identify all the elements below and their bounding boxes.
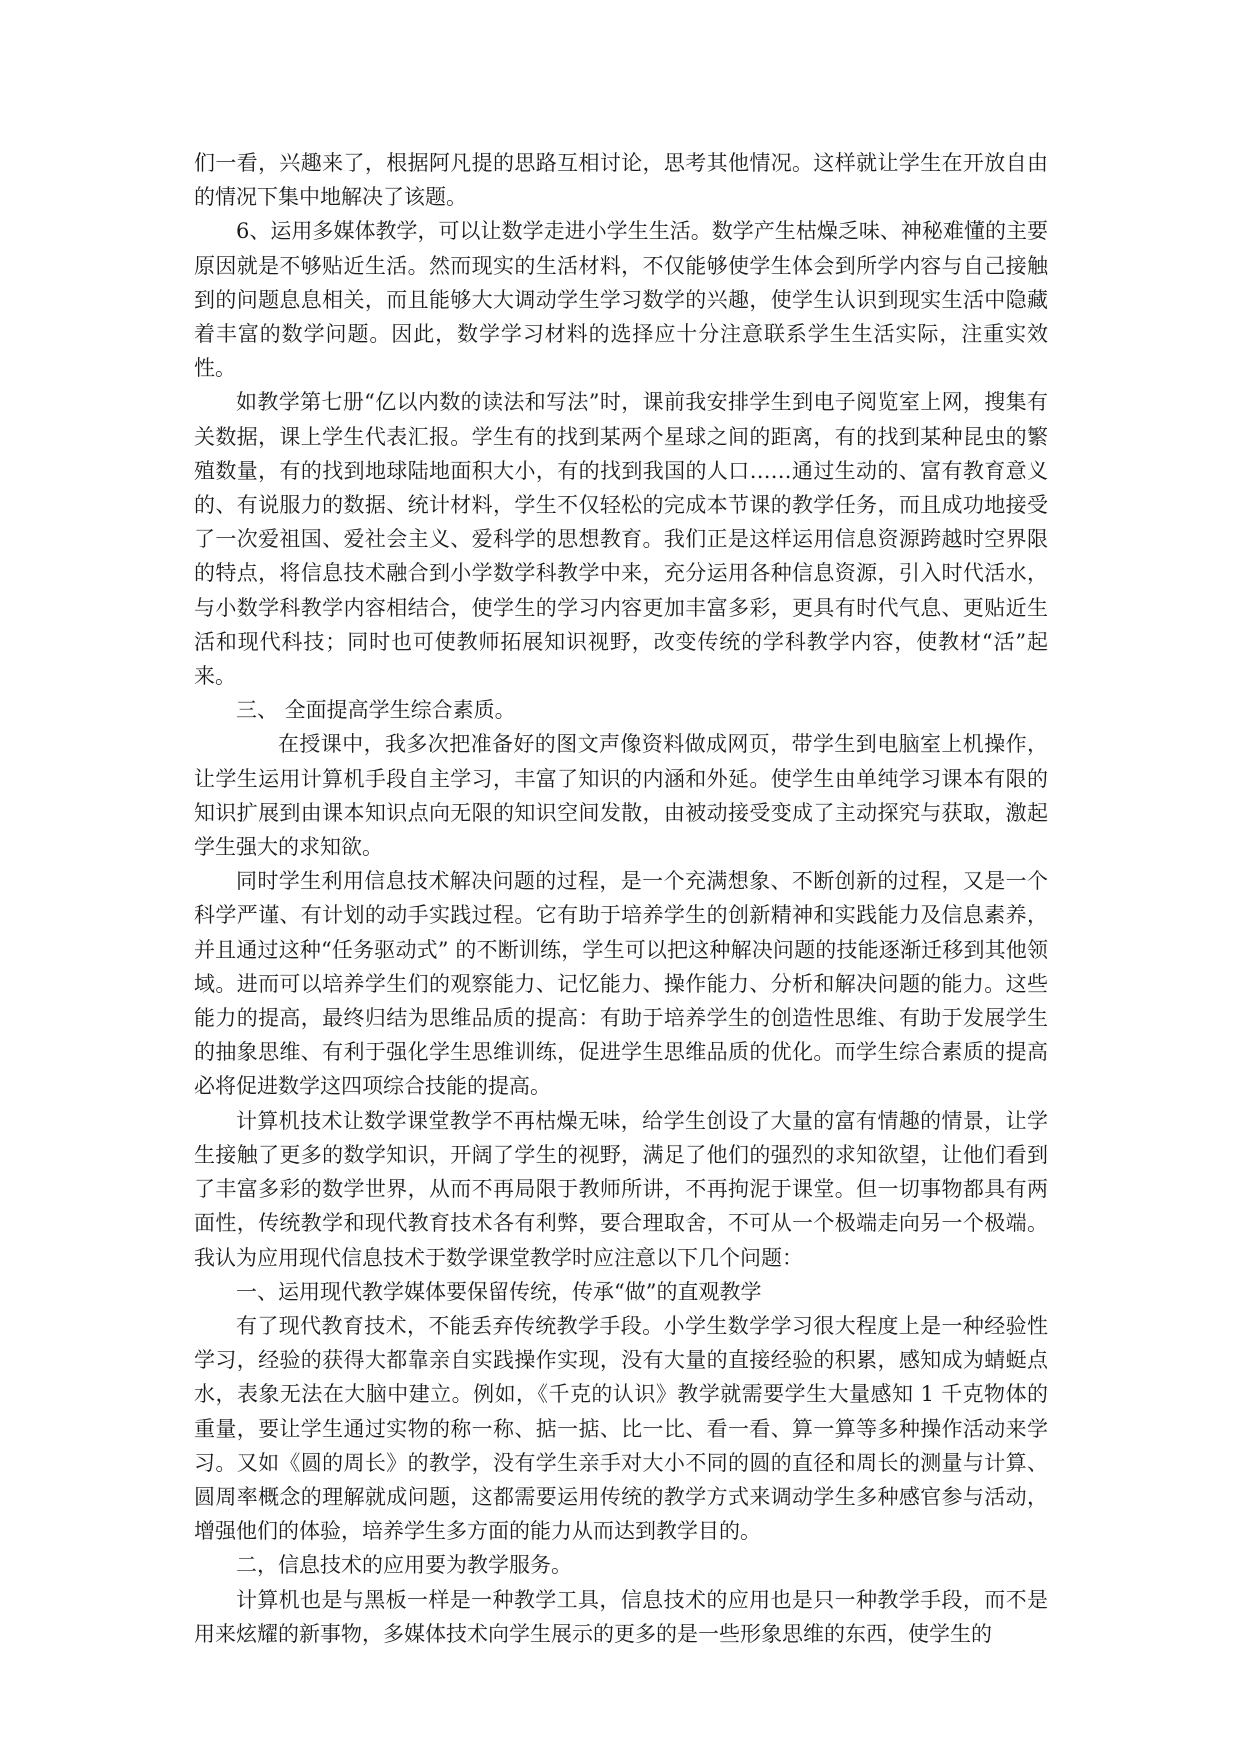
subheading-1: 一、运用现代教学媒体要保留传统，传承“做”的直观教学 (236, 1279, 762, 1304)
paragraph-continuation: 们一看，兴趣来了，根据阿凡提的思路互相讨论，思考其他情况。这样就让学生在开放自由的情况下集中地解决了该题。 (194, 151, 1048, 210)
paragraph-teaching-tool: 计算机也是与黑板一样是一种教学工具，信息技术的应用也是只一种教学手段，而不是用来炫耀的新事物，多媒体技术向学生展示的更多的是一些形象思维的东西，使学生的 (194, 1587, 1048, 1646)
paragraph-example-grade7: 如教学第七册“亿以内数的读法和写法”时，课前我安排学生到电子阅览室上网，搜集有关数据，课上学生代表汇报。学生有的找到某两个星球之间的距离，有的找到某种昆虫的繁殖数量，有的找到地球陆地面积大小，有的找到我国的人口……通过生动的、富有教育意义的、有说服力的数据、统计材料，学生不仅轻松的完成本节课的教学任务，而且成功地接受了一次爱祖国、爱社会主义、爱科学的思想教育。我们正是这样运用信息资源跨越时空界限的特点，将信息技术融合到小学数学科教学中来，充分运用各种信息资源，引入时代活水，与小数学科教学内容相结合，使学生的学习内容更加丰富多彩，更具有时代气息、更贴近生活和现代科技；同时也可使教师拓展知识视野，改变传统的学科教学内容，使教材“活”起来。 (194, 390, 1048, 689)
paragraph-teaching-web: 在授课中，我多次把准备好的图文声像资料做成网页，带学生到电脑室上机操作，让学生运用计算机手段自主学习，丰富了知识的内涵和外延。使学生由单纯学习课本有限的知识扩展到由课本知识点向无限的知识空间发散，由被动接受变成了主动探究与获取，激起学生强大的求知欲。 (194, 732, 1048, 860)
paragraph-computer-tech: 计算机技术让数学课堂教学不再枯燥无味，给学生创设了大量的富有情趣的情景，让学生接触了更多的数学知识，开阔了学生的视野，满足了他们的强烈的求知欲望，让他们看到了丰富多彩的数学世界，从而不再局限于教师所讲，不再拘泥于课堂。但一切事物都具有两面性，传统教学和现代教育技术各有利弊，要合理取舍，不可从一个极端走向另一个极端。我认为应用现代信息技术于数学课堂教学时应注意以下几个问题： (194, 1108, 1048, 1270)
subheading-2: 二，信息技术的应用要为教学服务。 (236, 1553, 572, 1578)
section-heading-3: 三、 全面提高学生综合素质。 (236, 698, 516, 723)
paragraph-problem-solving: 同时学生利用信息技术解决问题的过程，是一个充满想象、不断创新的过程，又是一个科学严谨、有计划的动手实践过程。它有助于培养学生的创新精神和实践能力及信息素养， 并且通过这种“任务驱动式” 的不断训练，学生可以把这种解决问题的技能逐渐迁移到其他领域。进而可以培养学生们的观察能力、记忆能力、操作能力、分析和解决问题的能力。这些能力的提高，最终归结为思维品质的提高：有助于培养学生的创造性思维、有助于发展学生的抽象思维、有利于强化学生思维训练，促进学生思维品质的优化。而学生综合素质的提高必将促进数学这四项综合技能的提高。 (194, 869, 1048, 1099)
paragraph-traditional-methods: 有了现代教育技术，不能丢弃传统教学手段。小学生数学学习很大程度上是一种经验性学习，经验的获得大都靠亲自实践操作实现，没有大量的直接经验的积累，感知成为蜻蜓点水，表象无法在大脑中建立。例如，《千克的认识》教学就需要学生大量感知 1 千克物体的重量，要让学生通过实物的称一称、掂一掂、比一比、看一看、算一算等多种操作活动来学习。又如《圆的周长》的教学，没有学生亲手对大小不同的圆的直径和周长的测量与计算、圆周率概念的理解就成问题，这都需要运用传统的教学方式来调动学生多种感官参与活动，增强他们的体验，培养学生多方面的能力从而达到教学目的。 (194, 1313, 1048, 1544)
paragraph-point-6: 6、运用多媒体教学，可以让数学走进小学生生活。数学产生枯燥乏味、神秘难懂的主要原因就是不够贴近生活。然而现实的生活材料，不仅能够使学生体会到所学内容与自己接触到的问题息息相关，而且能够大大调动学生学习数学的兴趣，使学生认识到现实生活中隐藏着丰富的数学问题。因此，数学学习材料的选择应十分注意联系学生生活实际，注重实效性。 (194, 219, 1048, 381)
document-page (194, 146, 1048, 1651)
